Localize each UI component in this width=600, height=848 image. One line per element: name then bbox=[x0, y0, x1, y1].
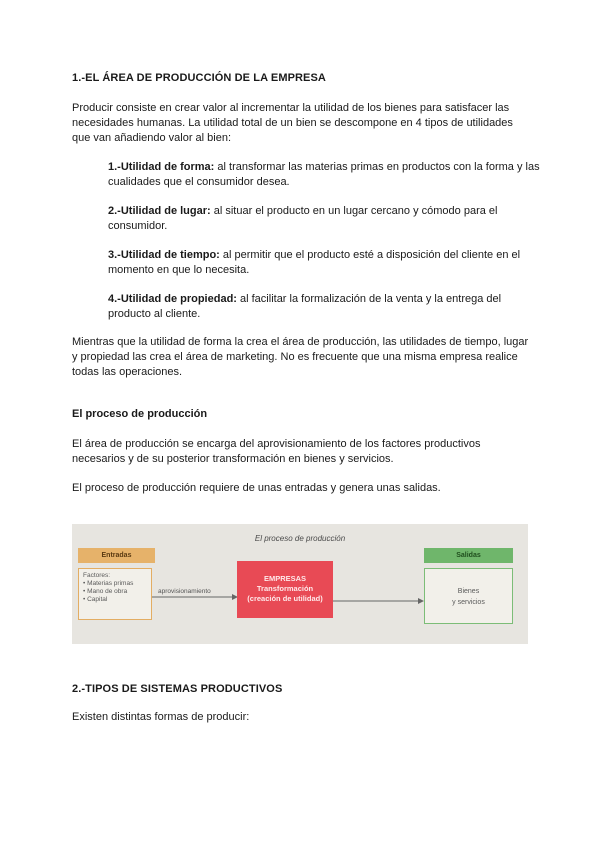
utility-label: 2.-Utilidad de lugar: bbox=[108, 205, 211, 217]
utility-label: 3.-Utilidad de tiempo: bbox=[108, 249, 220, 261]
section-heading-2: 2.-TIPOS DE SISTEMAS PRODUCTIVOS bbox=[72, 683, 283, 695]
empresas-box bbox=[237, 561, 333, 618]
utility-text: al facilitar la formalización de la venta y la entrega del producto al cliente. bbox=[108, 293, 502, 320]
aprovisionamiento-label: aprovisionamiento bbox=[158, 588, 211, 595]
section-heading-1: 1.-EL ÁREA DE PRODUCCIÓN DE LA EMPRESA bbox=[72, 72, 326, 84]
formas-paragraph: Existen distintas formas de producir: bbox=[72, 711, 250, 723]
factor-item: • Materias primas bbox=[83, 580, 134, 587]
salidas-box bbox=[424, 568, 513, 624]
empresas-creacion: (creación de utilidad) bbox=[247, 594, 323, 603]
salidas-bienes: Bienes bbox=[457, 588, 480, 595]
marketing-paragraph: Mientras que la utilidad de forma la crea el área de producción, las utilidades de tiempo, lugar y propiedad las crea el área de marketing. No es frecuente que una misma empresa realice todas las operaciones. bbox=[72, 336, 529, 378]
utility-text: al permitir que el producto esté a disposición del cliente en el momento en que lo necesita. bbox=[108, 249, 521, 276]
entradas-box bbox=[78, 568, 152, 620]
factor-item: • Mano de obra bbox=[83, 588, 128, 595]
production-process-figure bbox=[72, 524, 528, 644]
entradas-header: Entradas bbox=[78, 548, 155, 563]
utility-text: al situar el producto en un lugar cercano y cómodo para el consumidor. bbox=[108, 205, 498, 232]
salidas-header: Salidas bbox=[424, 548, 513, 563]
utility-item-propiedad bbox=[108, 292, 540, 322]
utility-label: 4.-Utilidad de propiedad: bbox=[108, 293, 237, 305]
salidas-servicios: y servicios bbox=[452, 599, 485, 606]
entradas-paragraph: El proceso de producción requiere de unas entradas y genera unas salidas. bbox=[72, 482, 441, 494]
empresas-transformacion: Transformación bbox=[256, 584, 314, 593]
intro-paragraph: Producir consiste en crear valor al incrementar la utilidad de los bienes para satisfacer las necesidades humanas. La utilidad total de un bien se descompone en 4 tipos de utilidades que van añadiendo valor al bien: bbox=[72, 102, 513, 144]
utility-item-tiempo bbox=[108, 248, 540, 278]
utility-item-lugar bbox=[108, 204, 540, 234]
factor-item: • Capital bbox=[83, 596, 108, 603]
area-paragraph: El área de producción se encarga del aprovisionamiento de los factores productivos necesarios y de su posterior transformación en bienes y servicios. bbox=[72, 438, 481, 465]
utility-item-forma bbox=[108, 160, 540, 190]
factores-label: Factores: bbox=[83, 572, 111, 579]
arrow-to-empresas bbox=[152, 592, 238, 602]
empresas-title: EMPRESAS bbox=[263, 574, 307, 583]
subheading-proceso: El proceso de producción bbox=[72, 408, 208, 420]
figure-title: El proceso de producción bbox=[254, 534, 346, 543]
utility-label: 1.-Utilidad de forma: bbox=[108, 161, 215, 173]
arrow-to-salidas bbox=[333, 596, 425, 606]
utility-text: al transformar las materias primas en productos con la forma y las cualidades que el consumidor desea. bbox=[108, 161, 540, 188]
